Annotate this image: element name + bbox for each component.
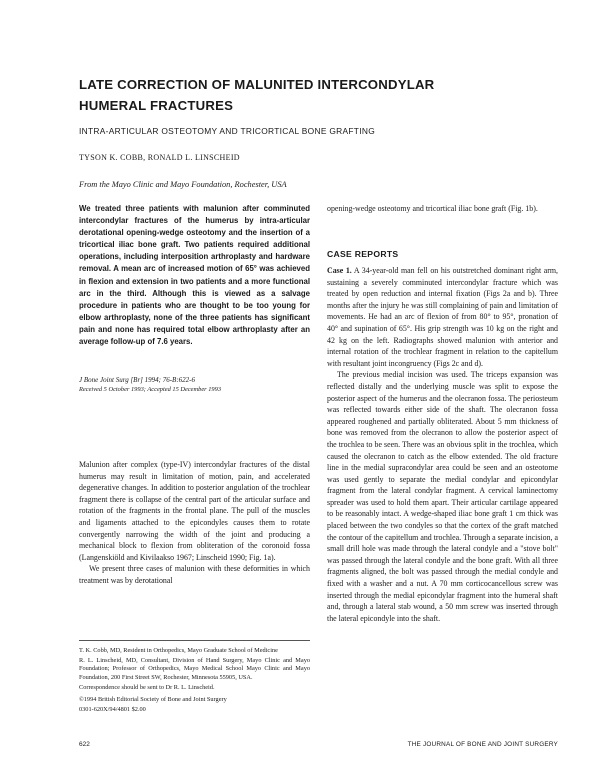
received-dates: Received 5 October 1993; Accepted 15 December 1993: [79, 386, 222, 393]
copyright-notice: ©1994 British Editorial Society of Bone and Joint Surgery: [79, 696, 227, 704]
title-line-2: HUMERAL FRACTURES: [79, 98, 234, 113]
title-line-1: LATE CORRECTION OF MALUNITED INTERCONDYLAR: [79, 77, 435, 92]
article-title: [79, 74, 539, 116]
title-block: [79, 74, 539, 136]
continuation-text: [327, 203, 558, 215]
case-1-text: A 34-year-old man fell on his outstretched dominant right arm, sustaining a severely comminuted intercondylar fracture which was treated by open reduction and internal fixation (Figs 2a and b). Three months after the injury he was still complaining of pain and limitation of movements. He had an arc of flexion of from 80° to 95°, pronation of 40° and supination of 65°. His grip strength was 10 kg on the right and 42 kg on the left. Radiographs showed malunion with anterior and internal rotation of the trochlear fragment in relation to the capitellum with resultant joint incongruency (Figs 2c and d).: [327, 266, 558, 368]
intro-paragraph-1: Malunion after complex (type-IV) intercondylar fractures of the distal humerus may result in limitation of motion, pain, and accelerated degenerative changes. In addition to posterior angulation of the trochlear fragment there is collapse of the central part of the articular surface and rotation of the fragments in the frontal plane. The pull of the muscles and ligaments attached to the epicondyles causes them to rotate convergently narrowing the width of the joint and producing a mechanical block to flexion from obliteration of the coronoid fossa (Langenskiöld and Kivilaakso 1967; Linscheid 1990; Fig. 1a).: [79, 460, 310, 562]
case-reports: [327, 265, 558, 624]
case-1-procedure: The previous medial incision was used. The triceps expansion was reflected distally and the underlying muscle was split to expose the posterior aspect of the humerus and the olecranon fossa. The periosteum was reflected towards either side of the shaft. The olecranon fossa appeared roughened and partially obliterated. About 5 mm thickness of bone was removed from the olecranon to allow the posterior aspect of the trochlea to be seen. There was an obvious split in the trochlea, which caused the olecranon to catch as the elbow extended. The old fracture line in the medial supracondylar area could be seen and an osteotome was used gently to separate the medial condylar and epicondylar fragment from the lateral condylar fragment. A cervical laminectomy spreader was used to hold them apart. Their articular cartilage appeared to be reasonably intact. A wedge-shaped iliac bone graft 1 cm thick was placed between the two condyles so that the cortex of the graft matched the contour of the capitellum and trochlea. Through a separate incision, a small drill hole was made through the lateral condyle and a "stove bolt" was passed through the lateral condyle and the bone graft. With all three fragments aligned, the bolt was passed through the medial condyle and fixed with a washer and a nut. A 70 mm corticocancellous screw was inserted through the medial epicondylar fragment into the humeral shaft and, through a lateral stab wound, a 50 mm screw was inserted through the lateral epicondyle into the shaft.: [327, 370, 558, 623]
affiliation: From the Mayo Clinic and Mayo Foundation, Rochester, USA: [79, 180, 287, 189]
case-1-paragraph: [327, 265, 558, 369]
case-1-label: Case 1.: [327, 266, 352, 275]
citation-block: [79, 375, 310, 395]
article-subtitle: INTRA-ARTICULAR OSTEOTOMY AND TRICORTICAL BONE GRAFTING: [79, 126, 376, 136]
footnote-author-2: R. L. Linscheid, MD, Consultant, Division of Hand Surgery, Mayo Clinic and Mayo Foundation; Professor of Orthopedics, Mayo Medical School Mayo Clinic and Mayo Foundation, 200 First Street SW, Rochester, Minnesota 55905, USA.: [79, 657, 310, 681]
left-column: [79, 203, 310, 714]
footnote-author-1: T. K. Cobb, MD, Resident in Orthopedics, Mayo Graduate School of Medicine: [79, 647, 278, 654]
page-number: 622: [79, 741, 90, 748]
abstract: We treated three patients with malunion after comminuted intercondylar fractures of the humerus by intra-articular derotational opening-wedge osteotomy and the insertion of a tricortical iliac bone graft. Two patients required additional operations, including interposition arthroplasty and hardware removal. A mean arc of increased motion of 65° was achieved in flexion and extension in two patients and a more functional arc in the third. Although this is viewed as a salvage procedure in patients who are thought to be too young for elbow arthroplasty, none of the three patients has significant pain and none has required total elbow arthroplasty after an average follow-up of 7.6 years.: [79, 204, 310, 347]
author-list: TYSON K. COBB, RONALD L. LINSCHEID: [79, 153, 240, 162]
intro-paragraph-2: We present three cases of malunion with these deformities in which treatment was by derotational: [79, 564, 310, 585]
journal-citation: J Bone Joint Surg [Br] 1994; 76-B:622-6: [79, 376, 195, 384]
footnotes: [79, 640, 310, 716]
footnote-correspondence: Correspondence should be sent to Dr R. L. Linscheid.: [79, 683, 215, 691]
introduction: [79, 459, 310, 587]
running-footer: THE JOURNAL OF BONE AND JOINT SURGERY: [407, 741, 558, 748]
continuation-paragraph: opening-wedge osteotomy and tricortical iliac bone graft (Fig. 1b).: [327, 204, 538, 213]
article-code: 0301-620X/94/4801 $2.00: [79, 706, 146, 714]
section-heading: CASE REPORTS: [327, 249, 399, 259]
